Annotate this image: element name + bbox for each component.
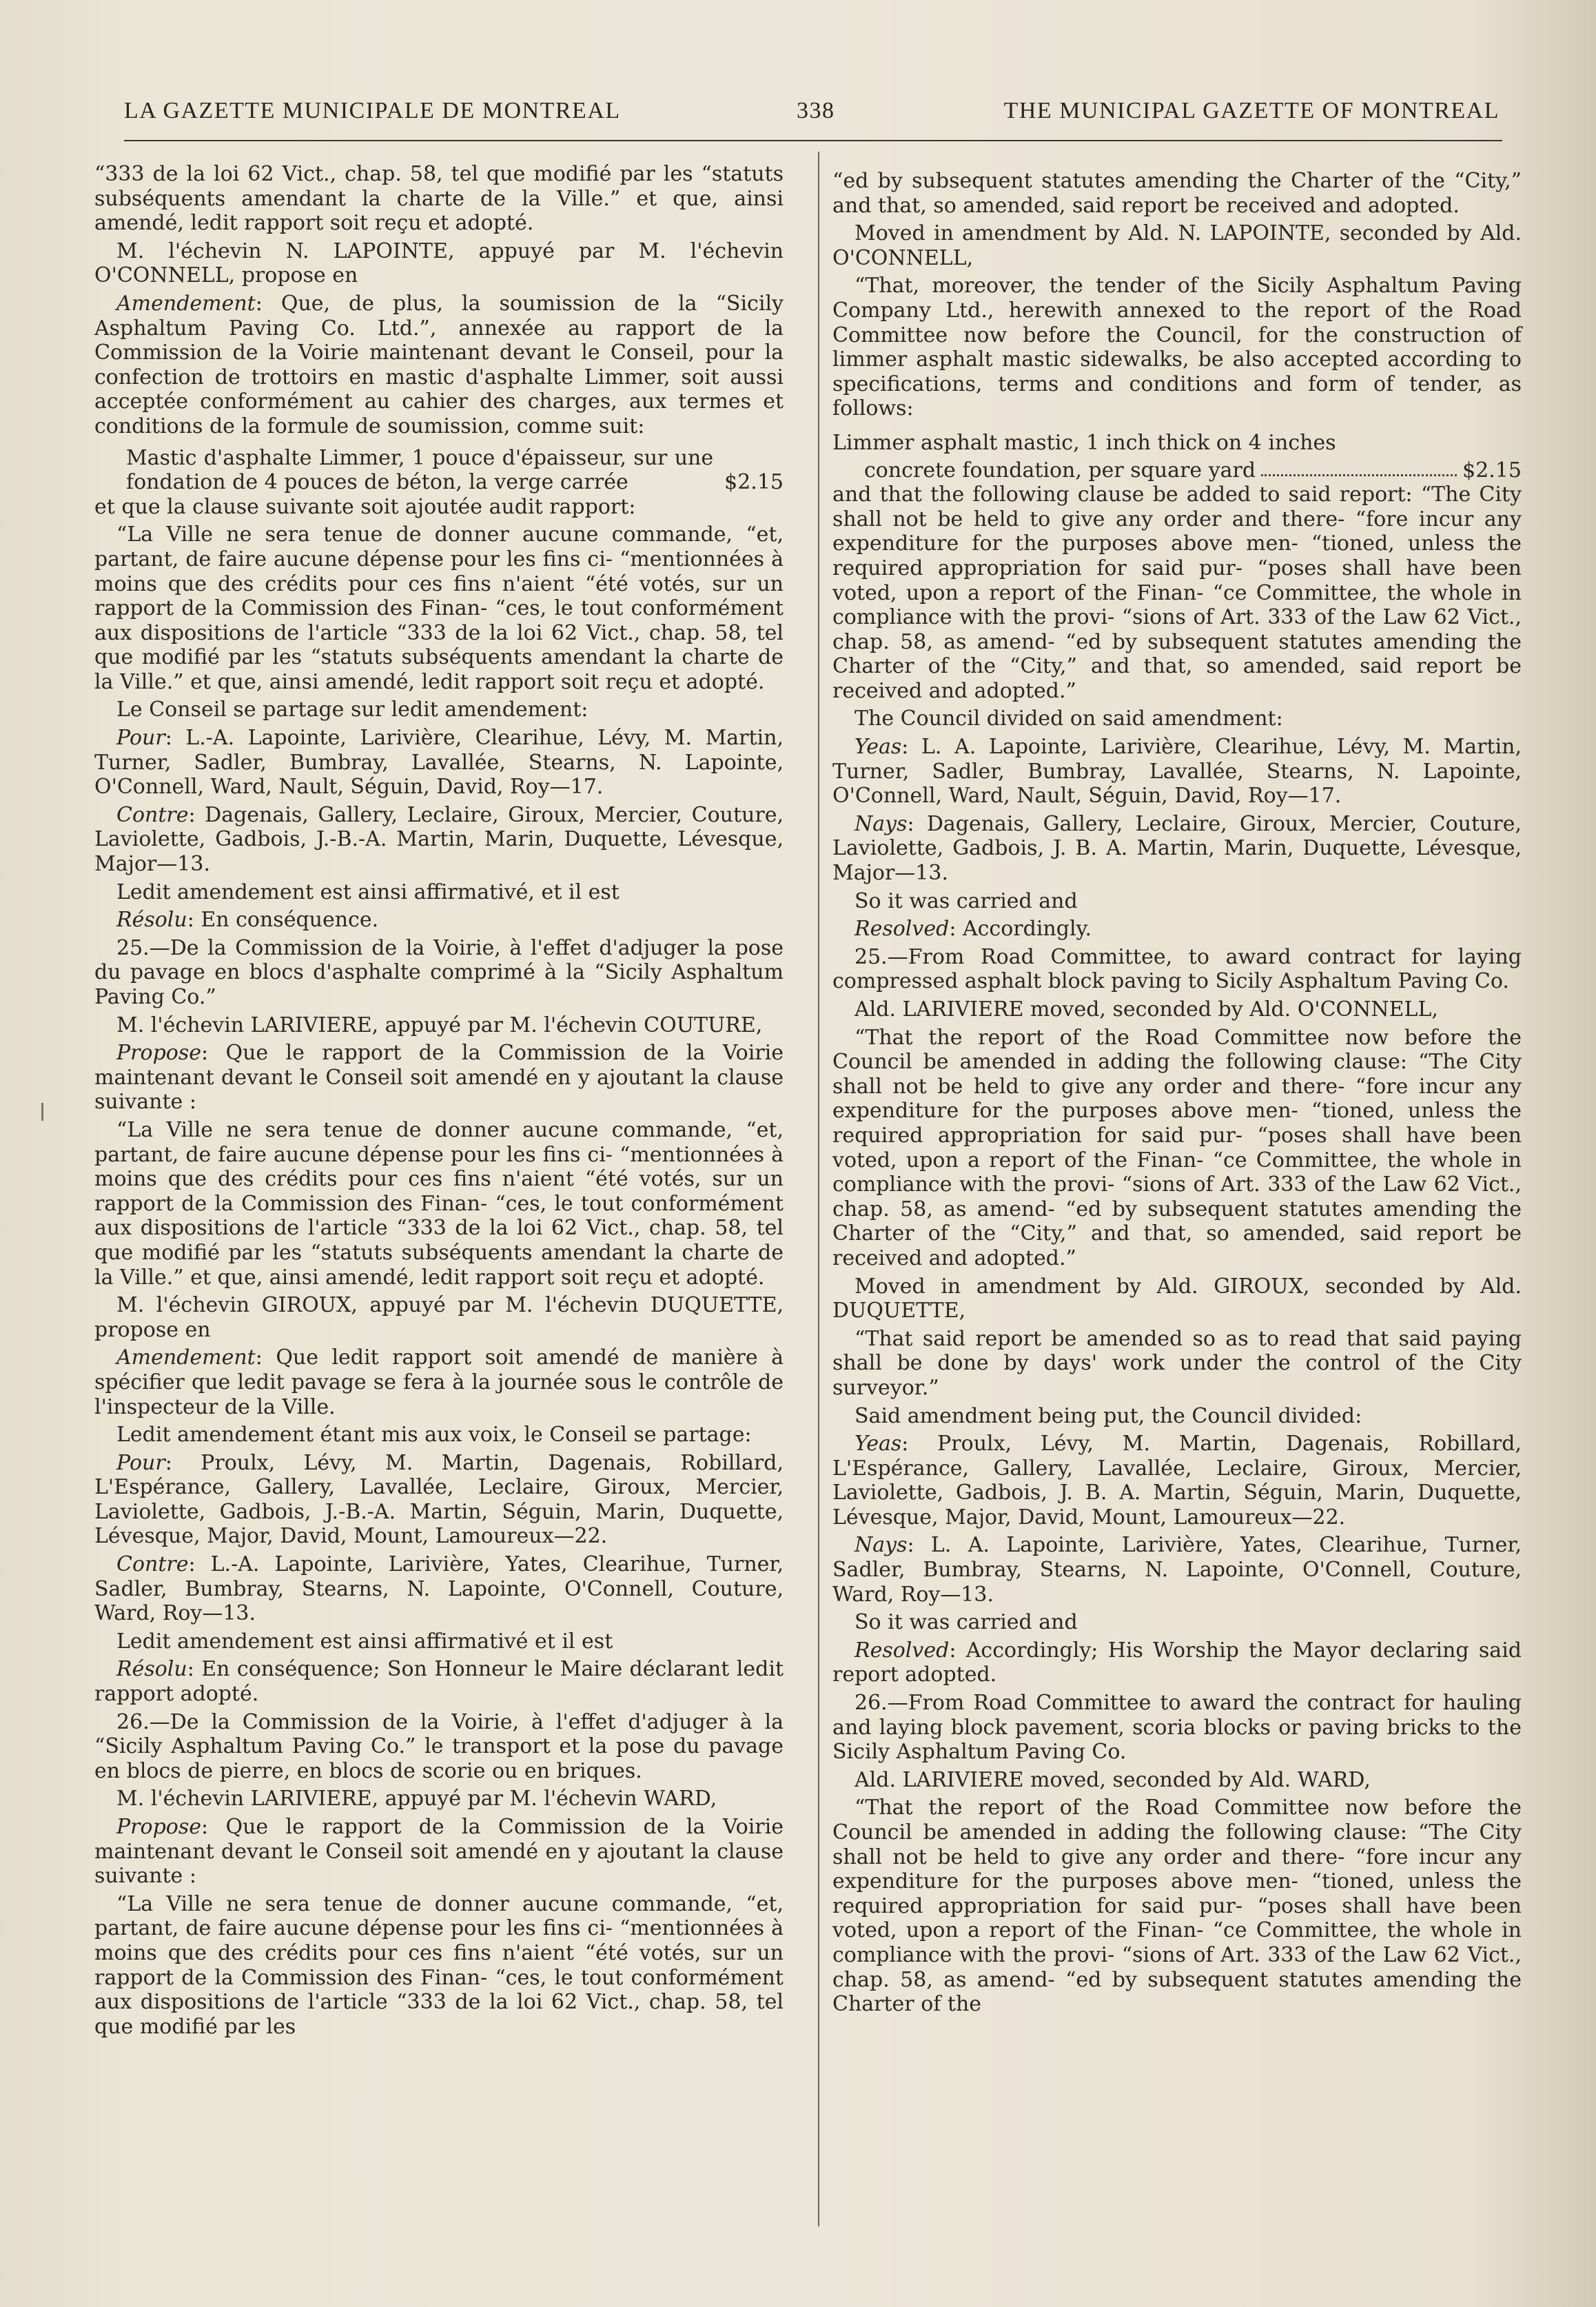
label-amendement: Amendement	[116, 291, 256, 316]
dot-leader	[1261, 474, 1457, 476]
quoted-clause: “La Ville ne sera tenue de donner aucune commande, “et, partant, de faire aucune dépense pour les fins ci- “mentionnées à moins que des crédits pour ces fins n'aient “été votés, sur un rapport de la Commission des Finan- “ces, le tout conformément aux dispositions de l'article “333 de la loi 62 Vict., chap. 58, tel que modifié par les “statuts subséquents amendant la charte de la Ville.” et que, ainsi amendé, ledit rapport soit reçu et adopté.	[94, 1117, 784, 1290]
paragraph: Ald. LARIVIERE moved, seconded by Ald. O'CONNELL,	[855, 997, 1438, 1022]
english-column	[832, 169, 1522, 2017]
paragraph: Ledit amendement étant mis aux voix, le Conseil se partage:	[116, 1423, 752, 1447]
paragraph: M. l'échevin N. LAPOINTE, appuyé par M. l'échevin O'CONNELL, propose en	[94, 238, 784, 288]
header-rule	[124, 140, 1502, 141]
quoted-clause: “That said report be amended so as to read that said paying shall be done by days' work under the control of the City surveyor.”	[832, 1326, 1522, 1400]
paragraph: “333 de la loi 62 Vict., chap. 58, tel que modifié par les “statuts subséquents amendant la charte de la Ville.” et que, ainsi amendé, ledit rapport soit reçu et adopté.	[94, 162, 784, 236]
vote-nays: Nays: L. A. Lapointe, Larivière, Yates, Clearihue, Turner, Sadler, Bumbray, Stearns, N. Lapointe, O'Connell, Couture, Ward, Roy—13.	[832, 1533, 1522, 1607]
paragraph: Le Conseil se partage sur ledit amendement:	[116, 698, 589, 722]
quoted-clause: “La Ville ne sera tenue de donner aucune commande, “et, partant, de faire aucune dépense pour les fins ci- “mentionnées à moins que des crédits pour ces fins n'aient “été votés, sur un rapport de la Commission des Finan- “ces, le tout conformément aux dispositions de l'article “333 de la loi 62 Vict., chap. 58, tel que modifié par les “statuts subséquents amendant la charte de la Ville.” et que, ainsi amendé, ledit rapport soit reçu et adopté.	[94, 522, 784, 694]
paragraph: M. l'échevin LARIVIERE, appuyé par M. l'échevin COUTURE,	[116, 1013, 763, 1037]
item-heading: 26.—De la Commission de la Voirie, à l'effet d'adjuger à la “Sicily Asphaltum Paving Co.” le transport et la pose du pavage en blocs de pierre, en blocs de scorie ou en briques.	[94, 1709, 784, 1783]
page-number: 338	[797, 98, 835, 123]
paragraph: et que la clause suivante soit ajoutée audit rapport:	[94, 494, 636, 519]
french-column	[94, 162, 784, 2039]
vote-contre: Contre: Dagenais, Gallery, Leclaire, Giroux, Mercier, Couture, Laviolette, Gadbois, J.-B.-A. Martin, Marin, Duquette, Lévesque, Major—13.	[94, 802, 784, 877]
vote-yeas: Yeas: L. A. Lapointe, Larivière, Clearihue, Lévy, M. Martin, Turner, Sadler, Bumbray, Lavallée, Stearns, N. Lapointe, O'Connell, Ward, Nault, Séguin, David, Roy—17.	[832, 735, 1522, 809]
paragraph: So it was carried and	[855, 888, 1078, 913]
resolution: Résolu: En conséquence; Son Honneur le Maire déclarant ledit rapport adopté.	[94, 1657, 784, 1707]
resolution: Résolu: En conséquence.	[116, 908, 379, 933]
motion: Propose: Que le rapport de la Commission de la Voirie maintenant devant le Conseil soit amendé en y ajoutant la clause suivante :	[94, 1041, 784, 1115]
vote-nays: Nays: Dagenais, Gallery, Leclaire, Giroux, Mercier, Couture, Laviolette, Gadbois, J. B. A. Martin, Marin, Duquette, Lévesque, Major—13.	[832, 811, 1522, 886]
vote-yeas: Yeas: Proulx, Lévy, M. Martin, Dagenais, Robillard, L'Espérance, Gallery, Lavallée, Leclaire, Giroux, Mercier, Laviolette, Gadbois, J. B. A. Martin, Séguin, Marin, Duquette, Lévesque, Major, David, Mount, Lamoureux—22.	[832, 1432, 1522, 1529]
margin-mark	[41, 1103, 43, 1121]
paragraph: Said amendment being put, the Council divided:	[855, 1403, 1362, 1428]
motion: Propose: Que le rapport de la Commission de la Voirie maintenant devant le Conseil soit amendé en y ajoutant la clause suivante :	[94, 1815, 784, 1889]
paragraph: Ledit amendement est ainsi affirmativé et il est	[116, 1629, 613, 1654]
quoted-clause: and that the following clause be added to said report: “The City shall not be held to give any order and there- “fore incur any expenditure for the purposes above men- “tioned, unless the required appropriation for said pur- “poses shall have been voted, upon a report of the Finan- “ce Committee, the whole in compliance with the provi- “sions of Art. 333 of the Law 62 Vict., chap. 58, as amend- “ed by subsequent statutes amending the Charter of the “City,” and that, so amended, said report be received and adopted.”	[832, 482, 1522, 703]
paragraph: “ed by subsequent statutes amending the Charter of the “City,” and that, so amended, said report be received and adopted.	[832, 169, 1522, 218]
quoted-clause: “That the report of the Road Committee now before the Council be amended in adding the following clause: “The City shall not be held to give any order and there- “fore incur any expenditure for the purposes above men- “tioned, unless the required appropriation for said pur- “poses shall have been voted, upon a report of the Finan- “ce Committee, the whole in compliance with the provi- “sions of Art. 333 of the Law 62 Vict., chap. 58, as amend- “ed by subsequent statutes amending the Charter of the	[832, 1796, 1522, 2017]
vote-contre: Contre: L.-A. Lapointe, Larivière, Yates, Clearihue, Turner, Sadler, Bumbray, Stearns, N. Lapointe, O'Connell, Couture, Ward, Roy—13.	[94, 1552, 784, 1626]
paragraph: Amendement: Que, de plus, la soumission de la “Sicily Asphaltum Paving Co. Ltd.”, annexée au rapport de la Commission de la Voirie maintenant devant le Conseil, pour la confection de trottoirs en mastic d'asphalte Limmer, soit aussi acceptée conformément au cahier des charges, aux termes et conditions de la formule de soumission, comme suit:	[94, 291, 784, 438]
price-item: Mastic d'asphalte Limmer, 1 pouce d'épaisseur, sur une fondation de 4 pouces de béton, la verge carrée $2.15	[126, 445, 784, 495]
resolution: Resolved: Accordingly.	[855, 917, 1092, 942]
column-divider	[818, 152, 819, 2226]
header-french-title: LA GAZETTE MUNICIPALE DE MONTREAL	[124, 98, 621, 123]
price-item-line: Limmer asphalt mastic, 1 inch thick on 4 inches	[832, 430, 1336, 455]
vote-pour: Pour: Proulx, Lévy, M. Martin, Dagenais, Robillard, L'Espérance, Gallery, Lavallée, Leclaire, Giroux, Mercier, Laviolette, Gadbois, J.-B.-A. Martin, Séguin, Marin, Duquette, Lévesque, Major, David, Mount, Lamoureux—22.	[94, 1450, 784, 1549]
item-heading: 26.—From Road Committee to award the contract for hauling and laying block pavement, scoria blocks or paving bricks to the Sicily Asphaltum Paving Co.	[832, 1691, 1522, 1765]
item-heading: 25.—De la Commission de la Voirie, à l'effet d'adjuger la pose du pavage en blocs d'asphalte comprimé à la “Sicily Asphaltum Paving Co.”	[94, 935, 784, 1009]
item-price: $2.15	[1462, 458, 1522, 482]
vote-pour: Pour: L.-A. Lapointe, Larivière, Clearihue, Lévy, M. Martin, Turner, Sadler, Bumbray, Lavallée, Stearns, N. Lapointe, O'Connell, Ward, Nault, Séguin, David, Roy—17.	[94, 726, 784, 800]
paragraph: The Council divided on said amendment:	[855, 707, 1283, 731]
paragraph: Moved in amendment by Ald. N. LAPOINTE, seconded by Ald. O'CONNELL,	[832, 221, 1522, 270]
amendment: Amendement: Que ledit rapport soit amendé de manière à spécifier que ledit pavage se fera à la journée sous le contrôle de l'inspecteur de la Ville.	[94, 1345, 784, 1419]
paragraph: Ledit amendement est ainsi affirmativé, et il est	[116, 880, 620, 904]
paragraph: M. l'échevin GIROUX, appuyé par M. l'échevin DUQUETTE, propose en	[94, 1293, 784, 1342]
paragraph: M. l'échevin LARIVIERE, appuyé par M. l'échevin WARD,	[116, 1787, 717, 1811]
paragraph: Moved in amendment by Ald. GIROUX, seconded by Ald. DUQUETTE,	[832, 1274, 1522, 1323]
quoted-clause: “La Ville ne sera tenue de donner aucune commande, “et, partant, de faire aucune dépense pour les fins ci- “mentionnées à moins que des crédits pour ces fins n'aient “été votés, sur un rapport de la Commission des Finan- “ces, le tout conformément aux dispositions de l'article “333 de la loi 62 Vict., chap. 58, tel que modifié par les	[94, 1891, 784, 2039]
paragraph: Ald. LARIVIERE moved, seconded by Ald. WARD,	[855, 1767, 1371, 1792]
resolution: Resolved: Accordingly; His Worship the Mayor declaring said report adopted.	[832, 1638, 1522, 1687]
item-price: $2.15	[724, 470, 784, 495]
price-item: concrete foundation, per square yard $2.15	[864, 458, 1522, 482]
header-english-title: THE MUNICIPAL GAZETTE OF MONTREAL	[1003, 98, 1500, 123]
page-header	[124, 98, 1500, 136]
item-heading: 25.—From Road Committee, to award contract for laying compressed asphalt block paving to Sicily Asphaltum Paving Co.	[832, 944, 1522, 994]
quoted-clause: “That the report of the Road Committee now before the Council be amended in adding the following clause: “The City shall not be held to give any order and there- “fore incur any expenditure for the purposes above men- “tioned, unless the required appropriation for said pur- “poses shall have been voted, upon a report of the Finan- “ce Committee, the whole in compliance with the provi- “sions of Art. 333 of the Law 62 Vict., chap. 58, as amend- “ed by subsequent statutes amending the Charter of the “City,” and that, so amended, said report be received and adopted.”	[832, 1025, 1522, 1270]
paragraph: So it was carried and	[855, 1610, 1078, 1635]
quoted-clause: “That, moreover, the tender of the Sicily Asphaltum Paving Company Ltd., herewith annexed to the report of the Road Committee now before the Council, for the construction of limmer asphalt mastic sidewalks, be also accepted according to specifications, terms and conditions and form of tender, as follows:	[832, 274, 1522, 421]
